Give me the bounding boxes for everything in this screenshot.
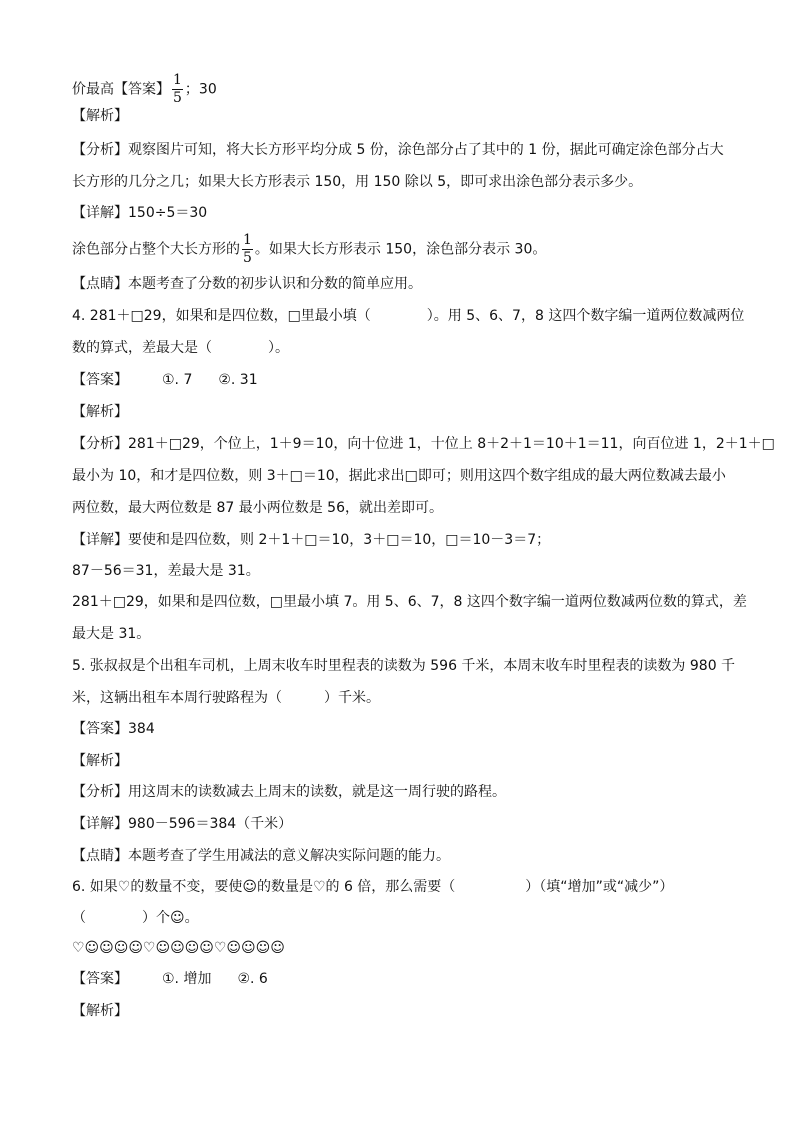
- analysis-heading: 【解析】: [72, 404, 128, 420]
- analysis-text-line: 【分析】281＋□29，个位上，1＋9＝10，向十位进 1，十位上 8＋2＋1＝10＋1＝11，向百位进 1，2＋1＋□: [72, 436, 775, 452]
- answer-line-q3: [72, 72, 217, 107]
- fraction-one-fifth: [242, 232, 253, 267]
- analysis-heading: 【解析】: [72, 753, 128, 769]
- fraction-numerator: 1: [243, 232, 252, 248]
- symbol-row: ♡☺☺☺☺♡☺☺☺☺♡☺☺☺☺: [72, 940, 285, 956]
- detail-suffix: 。如果大长方形表示 150，涂色部分表示 30。: [254, 241, 547, 258]
- question-5-line: 米，这辆出租车本周行驶路程为（ ）千米。: [72, 690, 380, 706]
- answer-label: 【答案】: [72, 971, 128, 987]
- detail-line: 87－56＝31，差最大是 31。: [72, 563, 260, 579]
- answer-item-1: ①. 7: [162, 372, 193, 388]
- answer-suffix: ；30: [184, 81, 217, 98]
- fraction-denominator: 5: [173, 90, 182, 106]
- question-4-line: 4. 281＋□29，如果和是四位数，□里最小填（ ）。用 5、6、7，8 这四个数字编一道两位数减两位: [72, 308, 745, 324]
- analysis-text-line: 【分析】观察图片可知，将大长方形平均分成 5 份，涂色部分占了其中的 1 份，据此可确定涂色部分占大: [72, 142, 724, 158]
- question-6-line: 6. 如果♡的数量不变，要使☺的数量是♡的 6 倍，那么需要（ ）（填“增加”或“减少”）: [72, 879, 674, 895]
- fraction-one-fifth: [172, 72, 183, 107]
- question-4-line: 数的算式，差最大是（ ）。: [72, 340, 289, 356]
- analysis-heading: 【解析】: [72, 108, 128, 124]
- detail-line: 最大是 31。: [72, 626, 151, 642]
- answer-item-2: ②. 6: [237, 971, 268, 987]
- answer-label: 【答案】: [72, 372, 128, 388]
- comment-line: 【点睛】本题考查了分数的初步认识和分数的简单应用。: [72, 276, 422, 292]
- detail-line-fraction: [72, 232, 546, 267]
- detail-prefix: 涂色部分占整个大长方形的: [72, 241, 240, 258]
- comment-line: 【点睛】本题考查了学生用减法的意义解决实际问题的能力。: [72, 848, 450, 864]
- detail-line: 【详解】150÷5＝30: [72, 205, 208, 221]
- analysis-text-line: 【分析】用这周末的读数减去上周末的读数，就是这一周行驶的路程。: [72, 784, 506, 800]
- analysis-text-line: 最小为 10，和才是四位数，则 3＋□＝10，据此求出□即可；则用这四个数字组成的最大两位数减去最小: [72, 468, 726, 484]
- fraction-numerator: 1: [173, 72, 182, 88]
- detail-line: 281＋□29，如果和是四位数，□里最小填 7。用 5、6、7，8 这四个数字编一道两位数减两位数的算式，差: [72, 594, 747, 610]
- answer-prefix: 价最高【答案】: [72, 81, 170, 98]
- detail-line: 【详解】要使和是四位数，则 2＋1＋□＝10，3＋□＝10，□＝10－3＝7；: [72, 532, 551, 548]
- analysis-text-line: 两位数，最大两位数是 87 最小两位数是 56，就出差即可。: [72, 500, 443, 516]
- analysis-heading: 【解析】: [72, 1003, 128, 1019]
- analysis-text-line: 长方形的几分之几；如果大长方形表示 150，用 150 除以 5，即可求出涂色部分表示多少。: [72, 174, 643, 190]
- detail-line: 【详解】980－596＝384（千米）: [72, 816, 293, 832]
- answer-item-2: ②. 31: [218, 372, 258, 388]
- answer-line-q4: [72, 370, 258, 390]
- answer-line-q6: [72, 969, 268, 989]
- answer-item-1: ①. 增加: [162, 971, 212, 987]
- question-6-line: （ ）个☺。: [72, 910, 199, 926]
- answer-line-q5: 【答案】384: [72, 721, 155, 737]
- fraction-denominator: 5: [243, 250, 252, 266]
- question-5-line: 5. 张叔叔是个出租车司机，上周末收车时里程表的读数为 596 千米，本周末收车时里程表的读数为 980 千: [72, 658, 736, 674]
